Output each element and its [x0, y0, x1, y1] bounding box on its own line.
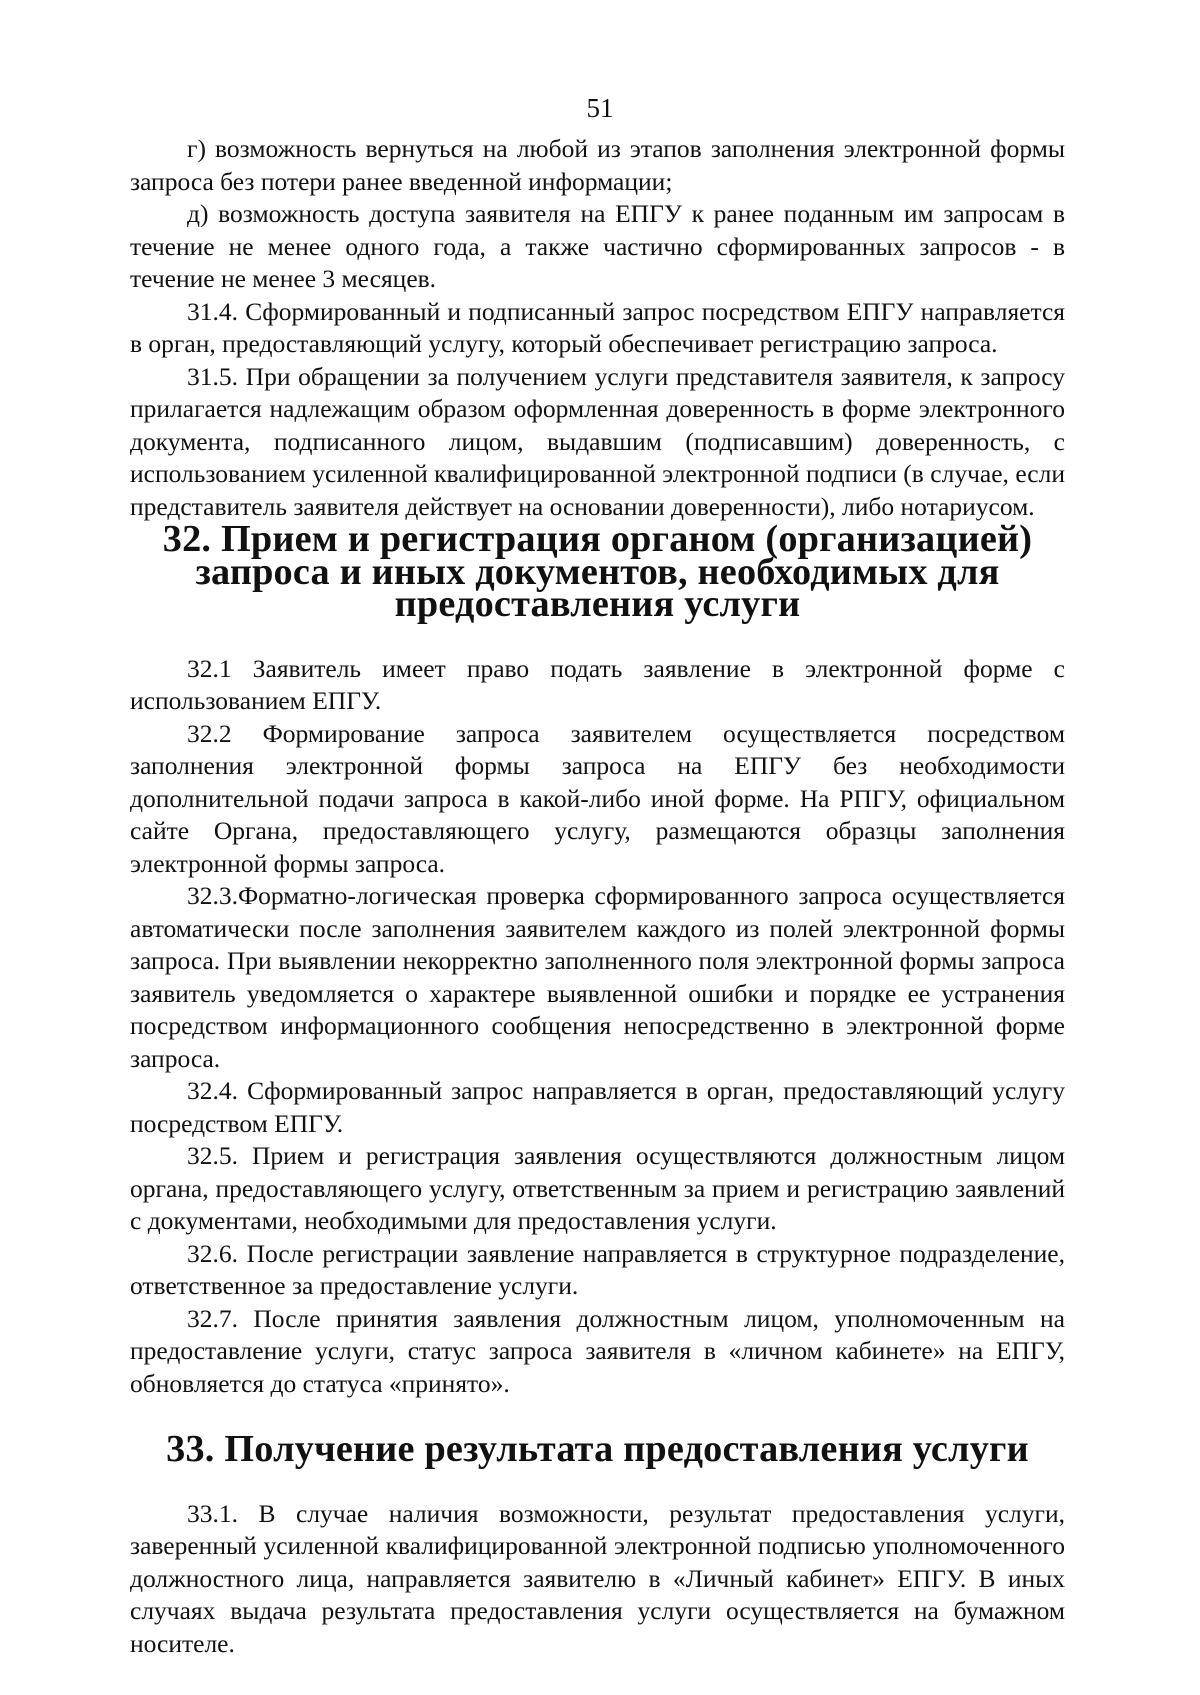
paragraph-d: д) возможность доступа заявителя на ЕПГУ к ранее поданным им запросам в течение не менее одного года, а также частично сформированных запросов - в течение не менее 3 месяцев.: [130, 199, 1065, 293]
paragraph-32-3: 32.3.Форматно-логическая проверка сформированного запроса осуществляется автоматически после заполнения заявителем каждого из полей электронной формы запроса. При выявлении некорректно заполненного поля электронной формы запроса заявитель уведомляется о характере выявленной ошибки и порядке ее устранения посредством информационного сообщения непосредственно в электронной форме запроса.: [130, 881, 1065, 1073]
paragraph-31-4: 31.4. Сформированный и подписанный запрос посредством ЕПГУ направляется в орган, предоставляющий услугу, который обеспечивает регистрацию запроса.: [130, 296, 1065, 358]
paragraph-31-5: 31.5. При обращении за получением услуги представителя заявителя, к запросу прилагается надлежащим образом оформленная доверенность в форме электронного документа, подписанного лицом, выдавшим (подписавшим) доверенность, с использованием усиленной квалифицированной электронной подписи (в случае, если представитель заявителя действует на основании доверенности), либо нотариусом.: [130, 361, 1065, 521]
paragraph-32-7: 32.7. После принятия заявления должностным лицом, уполномоченным на предоставление услуги, статус запроса заявителя в «личном кабинете» на ЕПГУ, обновляется до статуса «принято».: [130, 1303, 1065, 1398]
paragraph-32-5: 32.5. Прием и регистрация заявления осуществляются должностным лицом органа, предоставляющего услугу, ответственным за прием и регистрацию заявлений с документами, необходимыми для предоставления услуги.: [130, 1141, 1065, 1235]
paragraph-32-1: 32.1 Заявитель имеет право подать заявление в электронной форме с использованием ЕПГУ.: [130, 653, 1065, 715]
paragraph-g: г) возможность вернуться на любой из этапов заполнения электронной формы запроса без потери ранее введенной информации;: [130, 134, 1065, 196]
paragraph-33-1: 33.1. В случае наличия возможности, результат предоставления услуги, заверенный усиленной квалифицированной электронной подписью уполномоченного должностного лица, направляется заявителю в «Личный кабинет» ЕПГУ. В иных случаях выдача результата предоставления услуги осуществляется на бумажном носителе.: [130, 1498, 1065, 1658]
paragraph-32-6: 32.6. После регистрации заявление направляется в структурное подразделение, ответственное за предоставление услуги.: [130, 1238, 1065, 1300]
section-32-heading: 32. Прием и регистрация органом (организацией) запроса и иных документов, необходимых для предоставления услуги: [162, 518, 1033, 625]
section-33-heading: 33. Получение результата предоставления услуги: [166, 1428, 1029, 1470]
paragraph-32-4: 32.4. Сформированный запрос направляется в орган, предоставляющий услугу посредством ЕПГУ.: [130, 1076, 1065, 1138]
paragraph-32-2: 32.2 Формирование запроса заявителем осуществляется посредством заполнения электронной формы запроса на ЕПГУ без необходимости дополнительной подачи запроса в какой-либо иной форме. На РПГУ, официальном сайте Органа, предоставляющего услугу, размещаются образцы заполнения электронной формы запроса.: [130, 718, 1065, 878]
page-number: 51: [586, 93, 614, 123]
document-body: [130, 133, 1065, 1660]
